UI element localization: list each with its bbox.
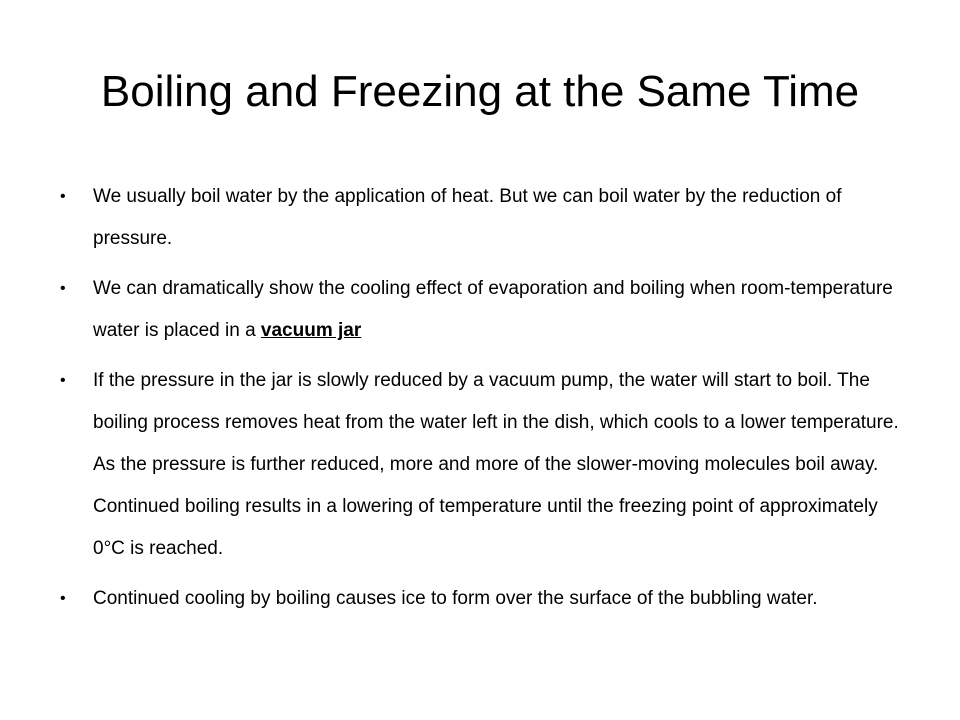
bullet-point-icon: •	[60, 372, 66, 389]
bullet-item	[60, 176, 910, 260]
vacuum-jar-link[interactable]: vacuum jar	[260, 320, 362, 341]
bullet-item	[60, 360, 910, 570]
bullet-text: We can dramatically show the cooling effect of evaporation and boiling when room-temperature water is placed in a	[93, 278, 893, 341]
bullet-list	[60, 176, 910, 628]
bullet-text: We usually boil water by the application of heat. But we can boil water by the reduction of pressure.	[93, 186, 842, 249]
bullet-text: If the pressure in the jar is slowly reduced by a vacuum pump, the water will start to boil. The boiling process removes heat from the water left in the dish, which cools to a lower temperature. As the pressure is further reduced, more and more of the slower-moving molecules boil away. Continued boiling results in a lowering of temperature until the freezing point of approximately 0°C is reached.	[93, 370, 899, 559]
bullet-item	[60, 268, 910, 352]
bullet-item	[60, 578, 910, 620]
slide-title: Boiling and Freezing at the Same Time	[100, 67, 860, 116]
bullet-text: Continued cooling by boiling causes ice to form over the surface of the bubbling water.	[93, 588, 818, 609]
bullet-point-icon: •	[60, 188, 66, 205]
bullet-point-icon: •	[60, 280, 66, 297]
bullet-point-icon: •	[60, 590, 66, 607]
